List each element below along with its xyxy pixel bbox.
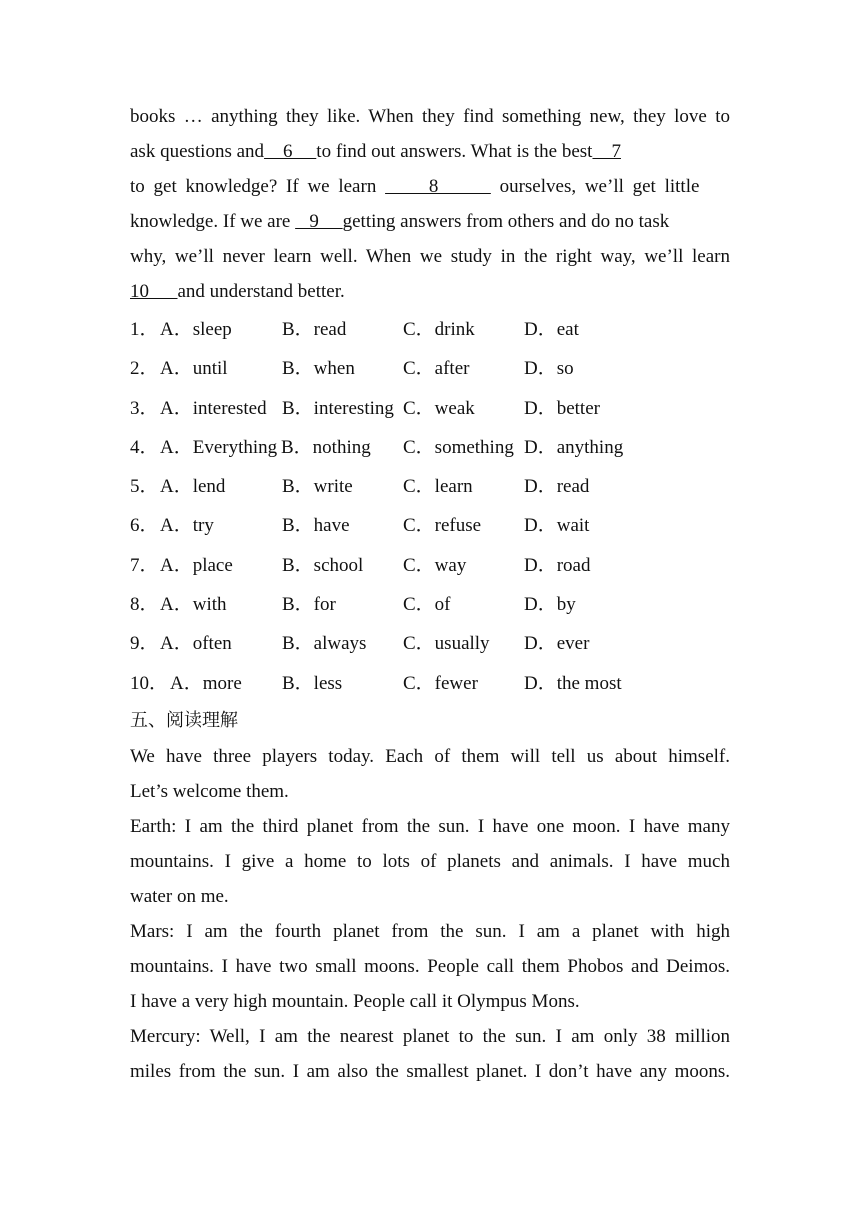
section-heading: 五、阅读理解 <box>130 709 238 731</box>
option-b: B．nothing <box>281 436 371 458</box>
passage-text: ask questions and <box>130 141 265 162</box>
option-row-8 <box>130 585 730 624</box>
option-a: A．place <box>160 554 233 576</box>
question-number: 4． <box>130 436 159 458</box>
reading-line: mountains. I give a home to lots of planets and animals. I have much <box>130 850 730 872</box>
option-b: B．when <box>282 358 355 380</box>
option-row-3 <box>130 389 730 428</box>
passage-line <box>130 274 730 309</box>
option-d: D．so <box>524 358 574 380</box>
blank-10: 10 <box>130 281 178 302</box>
option-row-4 <box>130 428 730 467</box>
passage-text: getting answers from others and do no task <box>342 211 670 232</box>
question-number: 7． <box>130 554 159 576</box>
question-number: 2． <box>130 358 159 380</box>
option-a: A．Everything <box>160 436 278 458</box>
reading-line: Let’s welcome them. <box>130 780 289 802</box>
question-number: 1． <box>130 319 159 340</box>
question-number: 6． <box>130 515 159 537</box>
option-c: C．drink <box>403 319 475 340</box>
page-content <box>130 99 730 1089</box>
option-row-1 <box>130 310 730 349</box>
option-c: C．fewer <box>403 672 478 694</box>
blank-9: 9 <box>295 211 343 232</box>
passage-line <box>130 169 730 204</box>
reading-passage <box>130 739 730 1089</box>
question-number: 10． <box>130 672 169 694</box>
option-c: C．of <box>403 594 451 616</box>
option-a: A．with <box>160 594 227 616</box>
question-number: 8． <box>130 594 159 616</box>
passage-text: and understand better. <box>177 281 345 302</box>
reading-line: I have a very high mountain. People call it Olympus Mons. <box>130 990 580 1012</box>
option-d: D．the most <box>524 672 622 694</box>
option-c: C．usually <box>403 633 490 655</box>
option-a: A．more <box>170 672 242 694</box>
blank-7: 7 <box>592 141 621 162</box>
reading-line: mountains. I have two small moons. People call them Phobos and Deimos. <box>130 955 730 977</box>
passage-line: why, we’ll never learn well. When we study in the right way, we’ll learn <box>130 246 730 267</box>
passage-line <box>130 134 730 169</box>
question-number: 9． <box>130 633 159 655</box>
options-list <box>130 310 730 703</box>
option-a: A．lend <box>160 476 226 498</box>
option-a: A．until <box>160 358 228 380</box>
reading-line: Mars: I am the fourth planet from the sun. I am a planet with high <box>130 920 730 942</box>
option-row-9 <box>130 624 730 663</box>
passage-text: knowledge. If we are <box>130 211 296 232</box>
option-a: A．sleep <box>160 319 232 340</box>
option-a: A．often <box>160 633 232 655</box>
reading-line: Earth: I am the third planet from the sun. I have one moon. I have many <box>130 815 730 837</box>
option-d: D．eat <box>524 319 579 340</box>
option-c: C．refuse <box>403 515 482 537</box>
option-row-6 <box>130 506 730 545</box>
passage-text: ourselves, we’ll get little <box>490 176 700 197</box>
option-d: D．better <box>524 397 600 419</box>
reading-line: miles from the sun. I am also the smallest planet. I don’t have any moons. <box>130 1060 730 1082</box>
passage-text: to get knowledge? If we learn <box>130 176 386 197</box>
option-b: B．write <box>282 476 353 498</box>
option-b: B．have <box>282 515 350 537</box>
option-c: C．after <box>403 358 470 380</box>
option-c: C．weak <box>403 397 475 419</box>
option-a: A．interested <box>160 397 267 419</box>
option-row-2 <box>130 349 730 388</box>
passage-line <box>130 204 730 239</box>
reading-line: We have three players today. Each of them will tell us about himself. <box>130 745 730 767</box>
option-b: B．less <box>282 672 343 694</box>
option-b: B．always <box>282 633 367 655</box>
passage-text: to find out answers. What is the best <box>316 141 593 162</box>
option-c: C．learn <box>403 476 473 498</box>
cloze-passage <box>130 99 730 309</box>
option-row-7 <box>130 546 730 585</box>
passage-line: books … anything they like. When they find something new, they love to <box>130 106 730 127</box>
option-d: D．road <box>524 554 591 576</box>
option-row-10 <box>130 664 730 703</box>
option-b: B．school <box>282 554 364 576</box>
option-c: C．way <box>403 554 467 576</box>
option-d: D．by <box>524 594 576 616</box>
option-b: B．read <box>282 319 347 340</box>
question-number: 3． <box>130 397 159 419</box>
blank-6: 6 <box>264 141 317 162</box>
option-b: B．for <box>282 594 336 616</box>
reading-line: Mercury: Well, I am the nearest planet to the sun. I am only 38 million <box>130 1025 730 1047</box>
blank-8: 8 <box>385 176 491 197</box>
option-d: D．anything <box>524 436 624 458</box>
option-c: C．something <box>403 436 514 458</box>
option-row-5 <box>130 467 730 506</box>
option-d: D．wait <box>524 515 590 537</box>
option-d: D．read <box>524 476 590 498</box>
option-d: D．ever <box>524 633 590 655</box>
option-b: B．interesting <box>282 397 394 419</box>
reading-line: water on me. <box>130 885 229 907</box>
option-a: A．try <box>160 515 214 537</box>
question-number: 5． <box>130 476 159 498</box>
